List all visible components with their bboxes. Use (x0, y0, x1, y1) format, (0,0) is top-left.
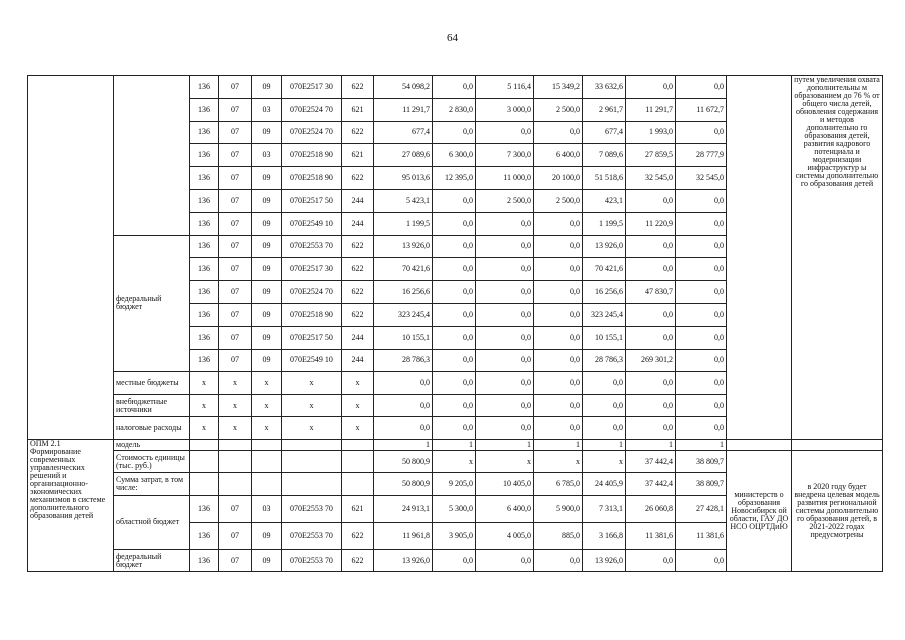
table-cell: 0,0 (676, 303, 727, 326)
table-cell: 0,0 (676, 372, 727, 395)
source-label: налоговые расходы (114, 417, 190, 440)
table-cell: 28 777,9 (676, 144, 727, 167)
table-cell: 621 (342, 98, 374, 121)
table-cell: 03 (252, 495, 282, 522)
source-label: федеральный бюджет (114, 549, 190, 572)
table-cell: 0,0 (626, 549, 676, 572)
table-cell: 51 518,6 (583, 167, 626, 190)
row-label: модель (114, 439, 190, 450)
table-cell: 0,0 (676, 549, 727, 572)
table-cell: 0,0 (676, 212, 727, 235)
empty-cell (342, 450, 374, 473)
table-cell: 885,0 (534, 522, 583, 549)
table-cell: 95 013,6 (374, 167, 433, 190)
table-cell: 13 926,0 (374, 549, 433, 572)
table-cell: 37 442,4 (626, 473, 676, 496)
table-cell: 323 245,4 (583, 303, 626, 326)
empty-cell (282, 439, 342, 450)
table-cell: 0,0 (534, 349, 583, 372)
table-cell: 070E2517 50 (282, 189, 342, 212)
table-cell: 28 786,3 (374, 349, 433, 372)
table-cell: 0,0 (583, 372, 626, 395)
table-cell: 070E2524 70 (282, 281, 342, 304)
table-cell: 24 913,1 (374, 495, 433, 522)
table-cell: 37 442,4 (626, 450, 676, 473)
table-cell: 0,0 (626, 394, 676, 417)
table-body (28, 76, 883, 572)
page-number: 64 (447, 32, 458, 44)
table-cell: 136 (190, 235, 219, 258)
table-cell: 70 421,6 (374, 258, 433, 281)
table-cell: 11 291,7 (626, 98, 676, 121)
table-cell: 10 405,0 (476, 473, 534, 496)
table-cell: 1 993,0 (626, 121, 676, 144)
table-cell: 0,0 (534, 372, 583, 395)
table-cell: 0,0 (676, 235, 727, 258)
table-cell: 09 (252, 326, 282, 349)
table-cell: 0,0 (374, 394, 433, 417)
table-cell: 070E2517 30 (282, 76, 342, 99)
table-cell: 0,0 (626, 417, 676, 440)
table-cell: 1 (534, 439, 583, 450)
table-cell: 0,0 (433, 212, 476, 235)
table-cell: 0,0 (626, 235, 676, 258)
table-cell: 0,0 (583, 394, 626, 417)
table-cell: 677,4 (374, 121, 433, 144)
table-cell: 07 (219, 281, 252, 304)
table-cell: 07 (219, 121, 252, 144)
table-cell: 7 300,0 (476, 144, 534, 167)
table-cell: 0,0 (676, 281, 727, 304)
table-cell: 07 (219, 144, 252, 167)
table-cell: 50 800,9 (374, 450, 433, 473)
empty-cell (252, 450, 282, 473)
table-cell: 136 (190, 189, 219, 212)
empty-cell (219, 473, 252, 496)
table-cell: x (282, 417, 342, 440)
table-cell: 0,0 (534, 121, 583, 144)
table-cell: 0,0 (476, 549, 534, 572)
table-cell: 26 060,8 (626, 495, 676, 522)
table-cell: 244 (342, 349, 374, 372)
table-cell: 07 (219, 349, 252, 372)
empty-cell (190, 439, 219, 450)
table-cell: 136 (190, 121, 219, 144)
table-cell: 1 (374, 439, 433, 450)
empty-cell (342, 439, 374, 450)
budget-table (27, 75, 883, 572)
table-cell: 2 961,7 (583, 98, 626, 121)
table-cell: 09 (252, 258, 282, 281)
table-cell: 0,0 (476, 326, 534, 349)
table-cell: x (342, 417, 374, 440)
table-cell: 0,0 (534, 281, 583, 304)
table-cell: 0,0 (476, 349, 534, 372)
table-cell: 622 (342, 303, 374, 326)
table-cell: 1 (626, 439, 676, 450)
table-cell: 070E2524 70 (282, 121, 342, 144)
table-cell: x (219, 417, 252, 440)
result-text: в 2020 году будет внедрена целевая модель развития региональной системы дополнительно го образования детей, в 2021-2022 годах предусмотрены (792, 450, 883, 572)
table-cell: 323 245,4 (374, 303, 433, 326)
table-cell: 09 (252, 303, 282, 326)
table-cell: x (342, 394, 374, 417)
table-cell: 4 005,0 (476, 522, 534, 549)
table-cell: 136 (190, 212, 219, 235)
table-cell: 5 116,4 (476, 76, 534, 99)
table-cell: 0,0 (626, 258, 676, 281)
table-cell: 09 (252, 522, 282, 549)
table-row (28, 439, 883, 450)
table-cell: 622 (342, 258, 374, 281)
table-cell: 136 (190, 522, 219, 549)
table-cell: x (219, 394, 252, 417)
executor-spacer (727, 439, 792, 450)
table-cell: 0,0 (476, 235, 534, 258)
table-cell: 0,0 (676, 189, 727, 212)
table-cell: 622 (342, 522, 374, 549)
table-cell: 136 (190, 98, 219, 121)
table-cell: 0,0 (676, 258, 727, 281)
executor-cell (727, 76, 792, 440)
table-cell: 0,0 (476, 258, 534, 281)
table-cell: 0,0 (476, 281, 534, 304)
table-cell: 07 (219, 522, 252, 549)
table-cell: 11 381,6 (676, 522, 727, 549)
table-cell: 38 809,7 (676, 473, 727, 496)
source-label: местные бюджеты (114, 372, 190, 395)
table-cell: 0,0 (476, 303, 534, 326)
table-cell: 32 545,0 (676, 167, 727, 190)
table-cell: 0,0 (374, 417, 433, 440)
table-cell: 0,0 (433, 258, 476, 281)
table-cell: 09 (252, 212, 282, 235)
table-cell: 622 (342, 121, 374, 144)
empty-cell (342, 473, 374, 496)
table-cell: 0,0 (433, 394, 476, 417)
table-cell: 70 421,6 (583, 258, 626, 281)
table-cell: 622 (342, 167, 374, 190)
table-cell: 244 (342, 189, 374, 212)
table-cell: 5 900,0 (534, 495, 583, 522)
table-cell: 6 300,0 (433, 144, 476, 167)
table-cell: 423,1 (583, 189, 626, 212)
table-cell: 07 (219, 326, 252, 349)
table-cell: 07 (219, 549, 252, 572)
table-cell: 10 155,1 (374, 326, 433, 349)
table-cell: 09 (252, 281, 282, 304)
source-label: внебюджетные источники (114, 394, 190, 417)
source-cell (114, 76, 190, 236)
table-cell: 0,0 (476, 121, 534, 144)
table-cell: 07 (219, 258, 252, 281)
table-cell: 28 786,3 (583, 349, 626, 372)
table-cell: x (282, 394, 342, 417)
table-cell: 622 (342, 235, 374, 258)
table-cell: 244 (342, 326, 374, 349)
table-cell: 09 (252, 235, 282, 258)
table-cell: 16 256,6 (583, 281, 626, 304)
table-cell: 1 (583, 439, 626, 450)
empty-cell (219, 439, 252, 450)
table-cell: 136 (190, 144, 219, 167)
table-cell: 09 (252, 121, 282, 144)
table-cell: 09 (252, 76, 282, 99)
table-cell: 13 926,0 (374, 235, 433, 258)
table-cell: 0,0 (433, 281, 476, 304)
result-spacer (792, 439, 883, 450)
source-label: федеральный бюджет (114, 235, 190, 372)
source-label: областной бюджет (114, 495, 190, 549)
table-cell: 136 (190, 281, 219, 304)
table-cell: x (190, 372, 219, 395)
table-cell: 13 926,0 (583, 549, 626, 572)
table-cell: 0,0 (534, 394, 583, 417)
table-cell: 0,0 (583, 417, 626, 440)
table-cell: 0,0 (626, 303, 676, 326)
table-cell: 07 (219, 212, 252, 235)
table-cell: 622 (342, 281, 374, 304)
table-cell: 070E2553 70 (282, 522, 342, 549)
empty-cell (190, 473, 219, 496)
table-cell: 7 313,1 (583, 495, 626, 522)
table-cell: 0,0 (433, 349, 476, 372)
table-cell: 244 (342, 212, 374, 235)
table-cell: 1 (433, 439, 476, 450)
table-cell: 3 166,8 (583, 522, 626, 549)
table-cell: 11 220,9 (626, 212, 676, 235)
table-cell: 0,0 (374, 372, 433, 395)
table-cell: 32 545,0 (626, 167, 676, 190)
table-cell: 0,0 (626, 76, 676, 99)
table-cell: 0,0 (534, 549, 583, 572)
table-cell: x (433, 450, 476, 473)
row-label: Стоимость единицы (тыс. руб.) (114, 450, 190, 473)
table-cell: 0,0 (534, 417, 583, 440)
table-cell: 9 205,0 (433, 473, 476, 496)
table-cell: 6 400,0 (534, 144, 583, 167)
table-cell: 070E2553 70 (282, 495, 342, 522)
table-cell: 09 (252, 349, 282, 372)
table-cell: 11 291,7 (374, 98, 433, 121)
table-cell: 0,0 (433, 303, 476, 326)
table-cell: 621 (342, 495, 374, 522)
table-cell: 1 199,5 (374, 212, 433, 235)
table-cell: 070E2524 70 (282, 98, 342, 121)
table-cell: x (476, 450, 534, 473)
table-cell: 136 (190, 258, 219, 281)
table-cell: x (342, 372, 374, 395)
table-cell: x (252, 372, 282, 395)
empty-cell (219, 450, 252, 473)
table-cell: 13 926,0 (583, 235, 626, 258)
table-cell: 33 632,6 (583, 76, 626, 99)
table-cell: 070E2517 50 (282, 326, 342, 349)
table-cell: 0,0 (676, 394, 727, 417)
table-cell: 0,0 (433, 326, 476, 349)
result-text: путем увеличения охвата дополнительны м образованием до 76 % от общего числа детей, обновления содержания и методов дополнительно го образования детей, развития кадрового потенциала и модернизации инфраструктур ы системы дополнительно го образования детей (792, 76, 883, 440)
table-cell: 0,0 (626, 372, 676, 395)
table-cell: 0,0 (476, 394, 534, 417)
table-cell: 03 (252, 98, 282, 121)
table-cell: 0,0 (476, 212, 534, 235)
table-cell: 07 (219, 495, 252, 522)
table-cell: 07 (219, 303, 252, 326)
table-cell: 7 089,6 (583, 144, 626, 167)
table-cell: x (282, 372, 342, 395)
table-cell: 2 500,0 (534, 189, 583, 212)
table-cell: 0,0 (626, 189, 676, 212)
table-cell: 0,0 (676, 121, 727, 144)
table-cell: 0,0 (433, 76, 476, 99)
table-cell: 0,0 (534, 235, 583, 258)
table-cell: 136 (190, 349, 219, 372)
table-cell: 136 (190, 167, 219, 190)
table-cell: x (583, 450, 626, 473)
table-cell: x (219, 372, 252, 395)
table-cell: 0,0 (476, 372, 534, 395)
table-cell: 03 (252, 144, 282, 167)
table-cell: 0,0 (534, 303, 583, 326)
table-cell: 27 859,5 (626, 144, 676, 167)
table-cell: 0,0 (676, 76, 727, 99)
table-cell: 24 405,9 (583, 473, 626, 496)
table-cell: 0,0 (676, 349, 727, 372)
table-cell: 0,0 (433, 235, 476, 258)
table-cell: 0,0 (476, 417, 534, 440)
table-cell: 12 395,0 (433, 167, 476, 190)
table-cell: 10 155,1 (583, 326, 626, 349)
table-cell: 1 199,5 (583, 212, 626, 235)
table-cell: x (190, 394, 219, 417)
table-cell: 070E2549 10 (282, 212, 342, 235)
table-cell: 6 785,0 (534, 473, 583, 496)
table-cell: 07 (219, 167, 252, 190)
table-cell: 16 256,6 (374, 281, 433, 304)
empty-cell (282, 450, 342, 473)
table-cell: 0,0 (433, 121, 476, 144)
table-cell: 0,0 (534, 326, 583, 349)
table-cell: 136 (190, 326, 219, 349)
table-cell: 622 (342, 549, 374, 572)
table-cell: 1 (476, 439, 534, 450)
table-cell: 11 381,6 (626, 522, 676, 549)
table-cell: 070E2517 30 (282, 258, 342, 281)
table-cell: 136 (190, 76, 219, 99)
table-cell: 1 (676, 439, 727, 450)
table-cell: 5 300,0 (433, 495, 476, 522)
table-cell: 0,0 (676, 417, 727, 440)
empty-cell (252, 439, 282, 450)
table-cell: 0,0 (626, 326, 676, 349)
program-cell (28, 76, 114, 440)
table-cell: 0,0 (534, 212, 583, 235)
table-cell: 136 (190, 549, 219, 572)
executor-text: министерств о образования Новосибирск ой области, ГАУ ДО НСО ОЦРТДиЮ (727, 450, 792, 572)
table-cell: 677,4 (583, 121, 626, 144)
table-cell: 2 830,0 (433, 98, 476, 121)
table-cell: 3 000,0 (476, 98, 534, 121)
row-label: Сумма затрат, в том числе: (114, 473, 190, 496)
table-cell: 07 (219, 189, 252, 212)
table-cell: 07 (219, 76, 252, 99)
table-cell: 622 (342, 76, 374, 99)
table-cell: 070E2518 90 (282, 144, 342, 167)
table-cell: 11 672,7 (676, 98, 727, 121)
table-cell: x (534, 450, 583, 473)
table-cell: 0,0 (433, 417, 476, 440)
table-cell: 621 (342, 144, 374, 167)
table-cell: 50 800,9 (374, 473, 433, 496)
table-cell: 11 000,0 (476, 167, 534, 190)
table-cell: 09 (252, 549, 282, 572)
table-cell: 0,0 (433, 549, 476, 572)
table-cell: 11 961,8 (374, 522, 433, 549)
empty-cell (282, 473, 342, 496)
table-cell: 27 428,1 (676, 495, 727, 522)
table-cell: 269 301,2 (626, 349, 676, 372)
table-cell: 3 905,0 (433, 522, 476, 549)
table-cell: 136 (190, 303, 219, 326)
table-cell: x (190, 417, 219, 440)
program-name: ОПМ 2.1 Формирование современных управленческих решений и организационно-экономических механизмов в системе дополнительного образования детей (28, 439, 114, 572)
table-cell: 0,0 (676, 326, 727, 349)
table-cell: 0,0 (433, 372, 476, 395)
table-cell: 2 500,0 (534, 98, 583, 121)
table-cell: 09 (252, 189, 282, 212)
table-cell: 5 423,1 (374, 189, 433, 212)
table-cell: 15 349,2 (534, 76, 583, 99)
table-cell: 07 (219, 235, 252, 258)
table-cell: 136 (190, 495, 219, 522)
table-row (28, 450, 883, 473)
empty-cell (190, 450, 219, 473)
table-cell: 070E2518 90 (282, 167, 342, 190)
table-cell: 07 (219, 98, 252, 121)
table-cell: 38 809,7 (676, 450, 727, 473)
table-cell: 27 089,6 (374, 144, 433, 167)
table-cell: x (252, 394, 282, 417)
table-cell: x (252, 417, 282, 440)
empty-cell (252, 473, 282, 496)
table-cell: 0,0 (433, 189, 476, 212)
table-cell: 0,0 (534, 258, 583, 281)
table-cell: 47 830,7 (626, 281, 676, 304)
table-cell: 2 500,0 (476, 189, 534, 212)
table-cell: 070E2553 70 (282, 235, 342, 258)
table-cell: 070E2553 70 (282, 549, 342, 572)
table-cell: 09 (252, 167, 282, 190)
table-row (28, 76, 883, 99)
table-cell: 070E2549 10 (282, 349, 342, 372)
table-cell: 54 098,2 (374, 76, 433, 99)
table-cell: 20 100,0 (534, 167, 583, 190)
table-cell: 6 400,0 (476, 495, 534, 522)
table-cell: 070E2518 90 (282, 303, 342, 326)
